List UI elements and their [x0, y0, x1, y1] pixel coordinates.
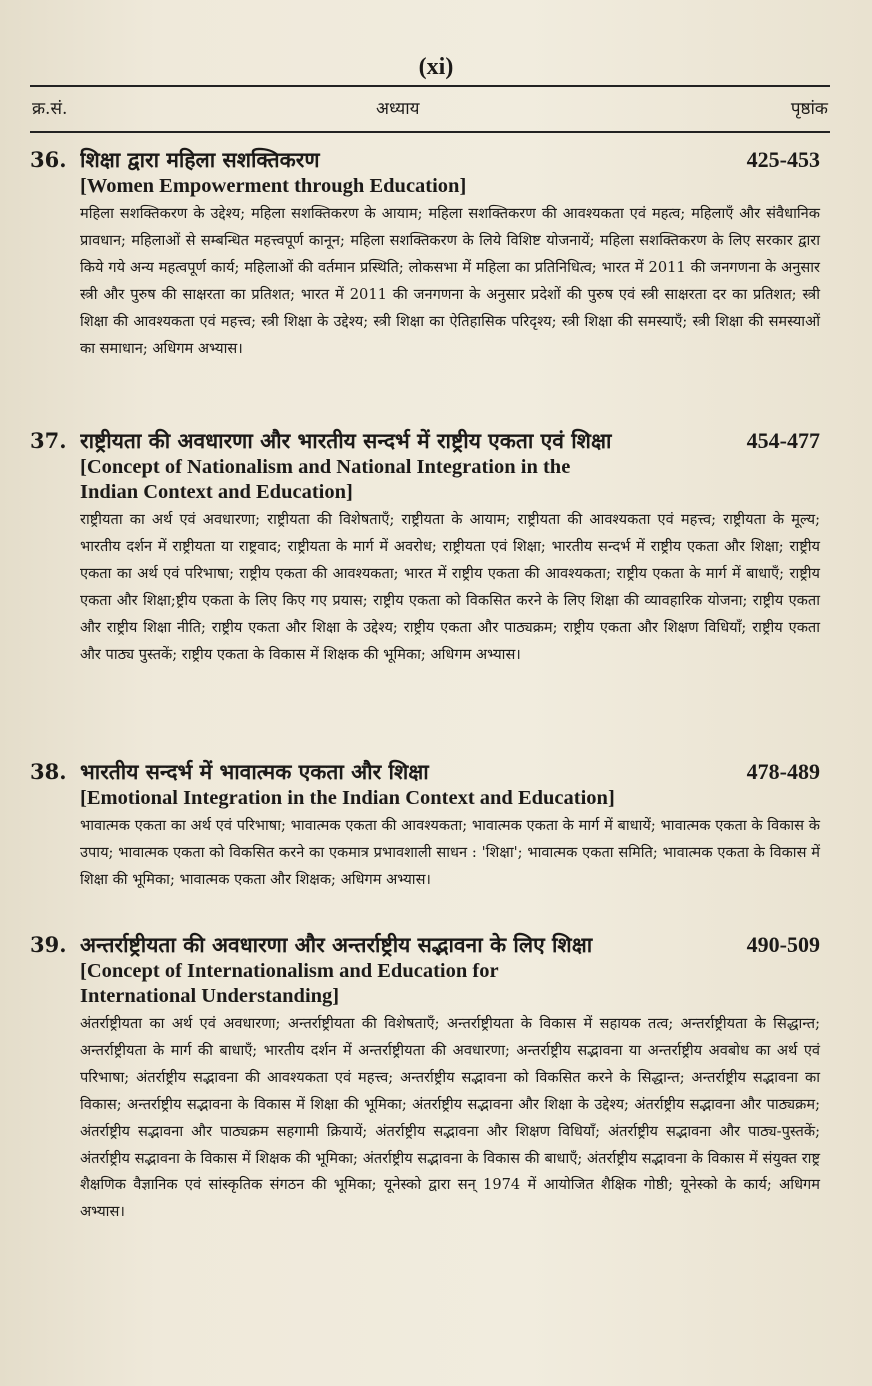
- contents-header: [30, 85, 830, 133]
- header-chapter: अध्याय: [376, 99, 420, 119]
- entry-title-row: [30, 931, 820, 959]
- toc-entry-39: [30, 931, 820, 1226]
- entry-number: 39.: [30, 932, 67, 957]
- entry-title-hindi: अन्तर्राष्ट्रीयता की अवधारणा और अन्तर्राष्ट्रीय सद्भावना के लिए शिक्षा: [80, 932, 593, 957]
- entry-title-english: [Concept of Internationalism and Education for International Understanding]: [80, 960, 499, 1007]
- entry-title-english: [Emotional Integration in the Indian Context and Education]: [80, 787, 615, 809]
- entry-title-row: [30, 146, 820, 174]
- entry-topics: महिला सशक्तिकरण के उद्देश्य; महिला सशक्तिकरण के आयाम; महिला सशक्तिकरण की आवश्यकता एवं महत्व; महिलाएँ और संवैधानिक प्रावधान; महिलाओं से सम्बन्धित महत्त्वपूर्ण कानून; महिला सशक्तिकरण के लिये विशिष्ट योजनायें; महिला सशक्तिकरण के लिए सरकार द्वारा किये गये अन्य महत्वपूर्ण कार्य; महिलाओं की वर्तमान प्रस्थिति; लोकसभा में महिला का प्रतिनिधित्व; भारत में 2011 की जनगणना के अनुसार स्त्री और पुरुष की साक्षरता का प्रतिशत; भारत में 2011 की जनगणना के अनुसार प्रदेशों की पुरुष एवं स्त्री साक्षरता दर का प्रतिशत; स्त्री शिक्षा की आवश्यकता एवं महत्त्व; स्त्री शिक्षा के उद्देश्य; स्त्री शिक्षा का ऐतिहासिक परिदृश्य; स्त्री शिक्षा की समस्याएँ; स्त्री शिक्षा की समस्याओं का समाधान; अधिगम अभ्यास।: [80, 205, 820, 357]
- entry-title-hindi: भारतीय सन्दर्भ में भावात्मक एकता और शिक्षा: [80, 759, 429, 784]
- entry-title-english: [Concept of Nationalism and National Integration in the Indian Context and Education]: [80, 456, 571, 503]
- entry-title-hindi: शिक्षा द्वारा महिला सशक्तिकरण: [80, 147, 320, 172]
- entry-page-range: 478-489: [746, 759, 820, 784]
- entry-title-english: [Women Empowerment through Education]: [80, 175, 467, 197]
- toc-entry-36: [30, 146, 820, 362]
- entry-title-hindi: राष्ट्रीयता की अवधारणा और भारतीय सन्दर्भ में राष्ट्रीय एकता एवं शिक्षा: [80, 428, 612, 453]
- entry-page-range: 425-453: [746, 147, 820, 172]
- toc-entry-38: [30, 758, 820, 894]
- entry-number: 37.: [30, 428, 67, 453]
- entry-topics: अंतर्राष्ट्रीयता का अर्थ एवं अवधारणा; अन्तर्राष्ट्रीयता की विशेषताएँ; अन्तर्राष्ट्रीयता के विकास में सहायक तत्व; अन्तर्राष्ट्रीयता के सिद्धान्त; अन्तर्राष्ट्रीयता के मार्ग की बाधाएँ; भारतीय दर्शन में अन्तर्राष्ट्रीयता की अवधारणा; अन्तर्राष्ट्रीय सद्भावना या अन्तर्राष्ट्रीय अवबोध का अर्थ एवं परिभाषा; अंतर्राष्ट्रीय सद्भावना की आवश्यकता एवं महत्त्व; अन्तर्राष्ट्रीय सद्भावना को विकसित करने के सिद्धान्त; अन्तर्राष्ट्रीय सद्भावना का विकास; अन्तर्राष्ट्रीय सद्भावना के विकास में शिक्षा की भूमिका; अंतर्राष्ट्रीय सद्भावना और शिक्षा के उद्देश्य; अंतर्राष्ट्रीय सद्भावना और पाठ्यक्रम; अंतर्राष्ट्रीय सद्भावना और पाठ्यक्रम सहगामी क्रियायें; अंतर्राष्ट्रीय सद्भावना और शिक्षण विधियाँ; अंतर्राष्ट्रीय सद्भावना और पाठ्य-पुस्तकें; अंतर्राष्ट्रीय सद्भावना के विकास में शिक्षक की भूमिका; अंतर्राष्ट्रीय सद्भावना के विकास की बाधाएँ; अंतर्राष्ट्रीय सद्भावना के विकास में संयुक्त राष्ट्र शैक्षणिक वैज्ञानिक एवं सांस्कृतिक संगठन की भूमिका; यूनेस्को द्वारा सन् 1974 में आयोजित शैक्षिक गोष्ठी; यूनेस्को के कार्य; अधिगम अभ्यास।: [80, 1015, 820, 1221]
- entry-topics: भावात्मक एकता का अर्थ एवं परिभाषा; भावात्मक एकता की आवश्यकता; भावात्मक एकता के मार्ग में बाधायें; भावात्मक एकता के विकास के उपाय; भावात्मक एकता को विकसित करने का एकमात्र प्रभावशाली साधन : 'शिक्षा'; भावात्मक एकता समिति; भावात्मक एकता के विकास में शिक्षा की भूमिका; भावात्मक एकता और शिक्षक; अधिगम अभ्यास।: [80, 817, 820, 888]
- entry-title-row: [30, 758, 820, 786]
- entry-title-row: [30, 427, 820, 455]
- toc-entry-37: [30, 427, 820, 668]
- header-serial: क्र.सं.: [32, 99, 68, 119]
- entry-number: 36.: [30, 147, 67, 172]
- entry-page-range: 454-477: [746, 428, 820, 453]
- entry-topics: राष्ट्रीयता का अर्थ एवं अवधारणा; राष्ट्रीयता की विशेषताएँ; राष्ट्रीयता के आयाम; राष्ट्रीयता की आवश्यकता एवं महत्त्व; राष्ट्रीयता के मूल्य; भारतीय दर्शन में राष्ट्रीयता या राष्ट्रवाद; राष्ट्रीयता के मार्ग में अवरोध; राष्ट्रीयता एवं शिक्षा; भारतीय सन्दर्भ में राष्ट्रीय एकता और शिक्षा; राष्ट्रीय एकता का अर्थ एवं परिभाषा; राष्ट्रीय एकता की आवश्यकता; भारत में राष्ट्रीय एकता की आवश्यकता; राष्ट्रीय एकता के मार्ग में बाधाएँ; राष्ट्रीय एकता और शिक्षा;ष्ट्रीय एकता के लिए किए गए प्रयास; राष्ट्रीय एकता को विकसित करने के लिए शिक्षा की व्यावहारिक योजना; राष्ट्रीय एकता और राष्ट्रीय शिक्षा नीति; राष्ट्रीय एकता और शिक्षा के उद्देश्य; राष्ट्रीय एकता और पाठ्यक्रम; राष्ट्रीय एकता और शिक्षण विधियाँ; राष्ट्रीय एकता और पाठ्य पुस्तकें; राष्ट्रीय एकता के विकास में शिक्षक की भूमिका; अधिगम अभ्यास।: [80, 511, 820, 663]
- entry-number: 38.: [30, 759, 67, 784]
- header-page: पृष्ठांक: [790, 99, 828, 119]
- page-number: (xi): [418, 54, 454, 80]
- entry-page-range: 490-509: [746, 932, 820, 957]
